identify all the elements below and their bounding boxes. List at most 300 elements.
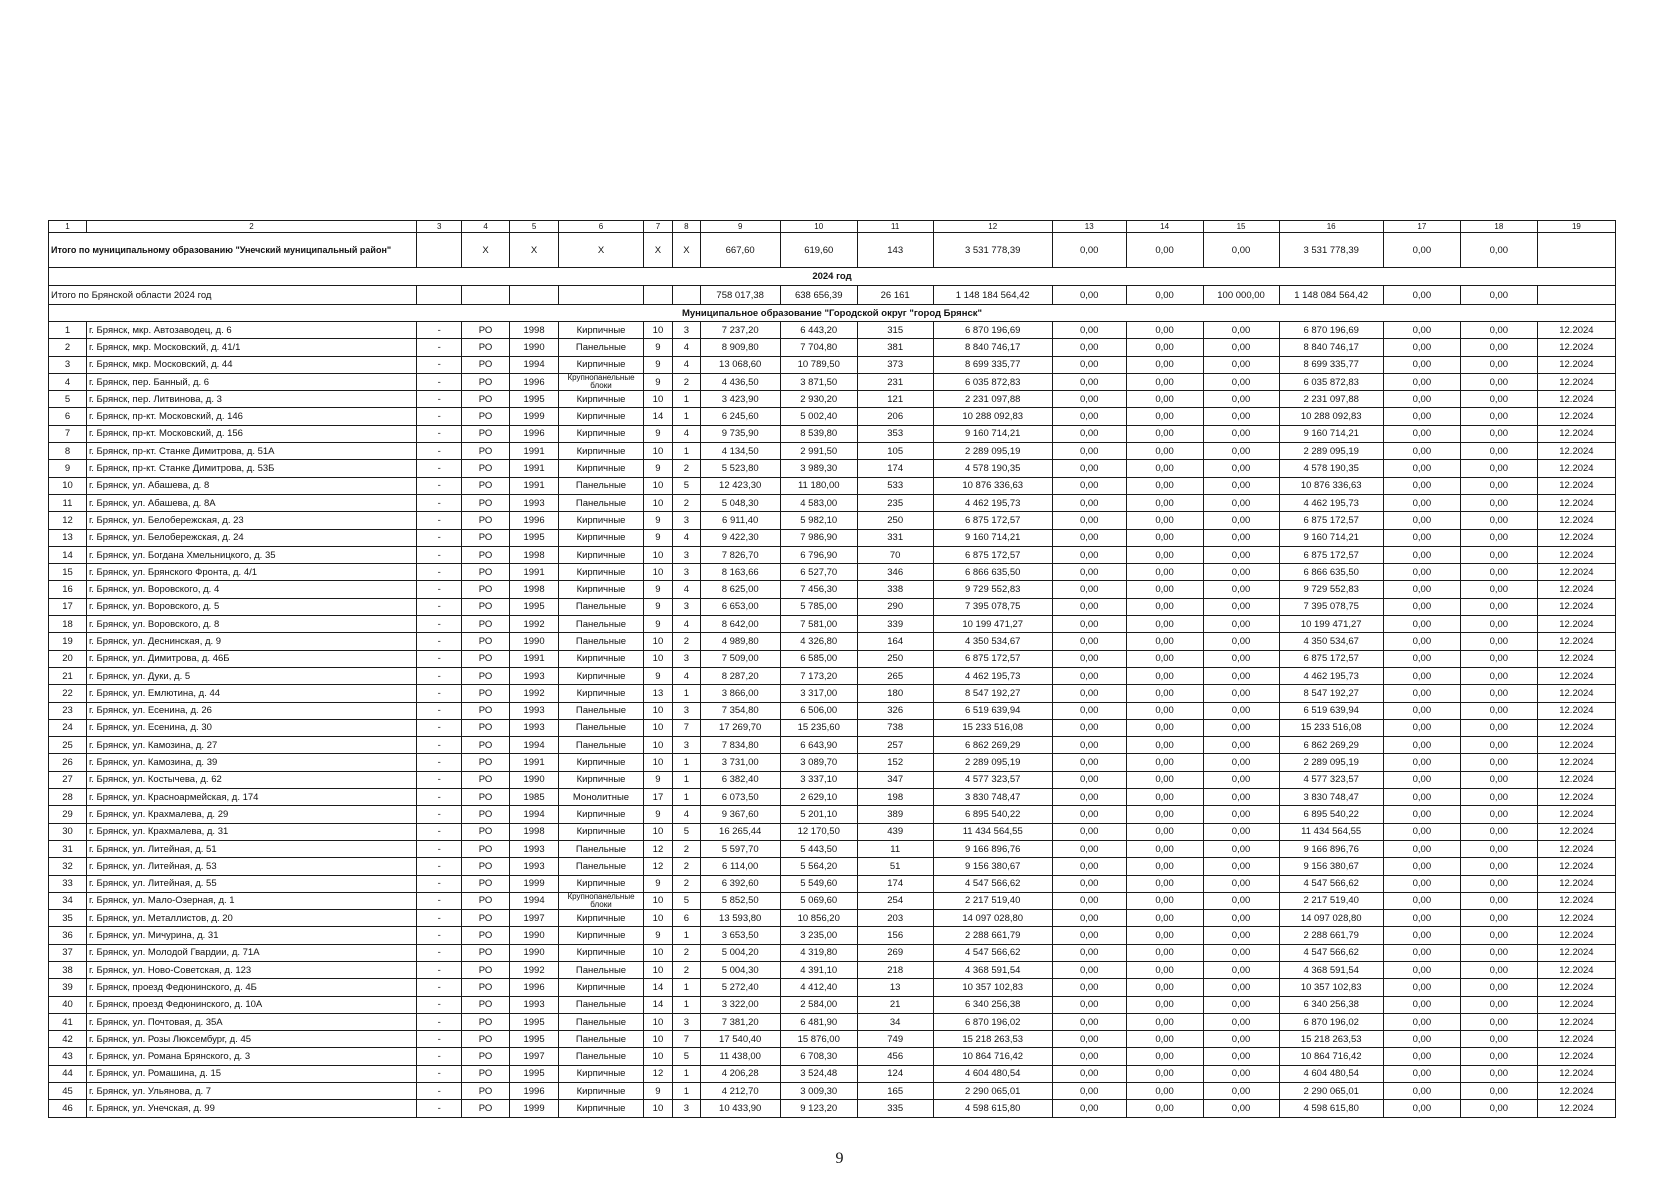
cost-col-13-cell: 0,00 <box>1052 425 1126 442</box>
cost-col-18-cell: 0,00 <box>1460 996 1537 1013</box>
entrances-cell: 4 <box>673 667 700 684</box>
entrances-cell: 2 <box>673 961 700 978</box>
cost-col-16-cell: 2 288 661,79 <box>1279 927 1383 944</box>
total-area-cell: 7 826,70 <box>700 546 780 563</box>
residents-cell: 339 <box>857 616 933 633</box>
floors-cell: 9 <box>643 356 673 373</box>
total-cost-cell: 2 289 095,19 <box>933 443 1052 460</box>
year-row <box>49 268 1616 286</box>
cost-col-13-cell: 0,00 <box>1052 823 1126 840</box>
cost-col-17-cell: 0,00 <box>1383 1031 1460 1048</box>
address-cell: г. Брянск, пр-кт. Московский, д. 146 <box>86 408 416 425</box>
cost-col-15-cell: 0,00 <box>1203 425 1279 442</box>
cost-col-15-cell: 0,00 <box>1203 564 1279 581</box>
cost-col-14-cell: 0,00 <box>1126 339 1203 356</box>
total-cost-cell: 9 729 552,83 <box>933 581 1052 598</box>
total-cost-cell: 8 547 192,27 <box>933 685 1052 702</box>
cost-col-18-cell: 0,00 <box>1460 546 1537 563</box>
row-number-cell: 16 <box>49 581 87 598</box>
year-built-cell: 1997 <box>509 1048 559 1065</box>
col-3-cell: - <box>417 944 462 961</box>
residents-cell: 738 <box>857 719 933 736</box>
address-cell: г. Брянск, ул. Литейная, д. 55 <box>86 875 416 892</box>
col-3-cell: - <box>417 598 462 615</box>
wall-material-cell: Панельные <box>559 633 643 650</box>
total-area-cell: 7 237,20 <box>700 322 780 339</box>
row-number-cell: 33 <box>49 875 87 892</box>
cost-col-17-cell: 0,00 <box>1383 771 1460 788</box>
cost-col-14-cell: 0,00 <box>1126 979 1203 996</box>
district-total-value: 0,00 <box>1203 233 1279 268</box>
cost-col-16-cell: 3 830 748,47 <box>1279 789 1383 806</box>
column-number: 9 <box>700 221 780 233</box>
col-3-cell: - <box>417 702 462 719</box>
floors-cell: 14 <box>643 979 673 996</box>
living-area-cell: 7 456,30 <box>780 581 857 598</box>
year-built-cell: 1992 <box>509 616 559 633</box>
total-cost-cell: 10 876 336,63 <box>933 477 1052 494</box>
floors-cell: 10 <box>643 1100 673 1117</box>
cost-col-15-cell: 0,00 <box>1203 892 1279 909</box>
completion-date-cell: 12.2024 <box>1537 616 1615 633</box>
residents-cell: 347 <box>857 771 933 788</box>
entrances-cell: 2 <box>673 373 700 390</box>
cost-col-14-cell: 0,00 <box>1126 927 1203 944</box>
total-area-cell: 6 392,60 <box>700 875 780 892</box>
district-total-value: X <box>643 233 673 268</box>
total-cost-cell: 9 160 714,21 <box>933 425 1052 442</box>
table-row <box>49 754 1616 771</box>
total-cost-cell: 6 870 196,69 <box>933 322 1052 339</box>
table-row <box>49 1065 1616 1082</box>
entrances-cell: 3 <box>673 598 700 615</box>
total-cost-cell: 7 395 078,75 <box>933 598 1052 615</box>
residents-cell: 231 <box>857 373 933 390</box>
cost-col-16-cell: 4 462 195,73 <box>1279 494 1383 511</box>
column-number: 3 <box>417 221 462 233</box>
col-3-cell: - <box>417 806 462 823</box>
entrances-cell: 5 <box>673 892 700 909</box>
wall-material-cell: Панельные <box>559 719 643 736</box>
ownership-cell: РО <box>462 961 509 978</box>
completion-date-cell: 12.2024 <box>1537 1100 1615 1117</box>
year-built-cell: 1997 <box>509 910 559 927</box>
floors-cell: 10 <box>643 1048 673 1065</box>
living-area-cell: 2 930,20 <box>780 391 857 408</box>
cost-col-18-cell: 0,00 <box>1460 477 1537 494</box>
completion-date-cell: 12.2024 <box>1537 944 1615 961</box>
ownership-cell: РО <box>462 1031 509 1048</box>
entrances-cell: 3 <box>673 1100 700 1117</box>
total-cost-cell: 6 862 269,29 <box>933 737 1052 754</box>
total-area-cell: 13 593,80 <box>700 910 780 927</box>
table-row <box>49 996 1616 1013</box>
row-number-cell: 42 <box>49 1031 87 1048</box>
cost-col-13-cell: 0,00 <box>1052 961 1126 978</box>
region-total-label: Итого по Брянской области 2024 год <box>49 286 417 305</box>
year-built-cell: 1994 <box>509 806 559 823</box>
address-cell: г. Брянск, пр-кт. Станке Димитрова, д. 51А <box>86 443 416 460</box>
ownership-cell: РО <box>462 477 509 494</box>
entrances-cell: 1 <box>673 443 700 460</box>
table-row <box>49 616 1616 633</box>
cost-col-18-cell: 0,00 <box>1460 702 1537 719</box>
year-built-cell: 1996 <box>509 1083 559 1100</box>
table-row <box>49 650 1616 667</box>
col-3-cell: - <box>417 667 462 684</box>
column-number: 16 <box>1279 221 1383 233</box>
cost-col-13-cell: 0,00 <box>1052 339 1126 356</box>
region-total-value: 1 148 184 564,42 <box>933 286 1052 305</box>
table-row <box>49 875 1616 892</box>
ownership-cell: РО <box>462 1083 509 1100</box>
total-area-cell: 3 731,00 <box>700 754 780 771</box>
entrances-cell: 4 <box>673 806 700 823</box>
capital-repair-table <box>48 220 1616 1118</box>
year-built-cell: 1992 <box>509 685 559 702</box>
cost-col-18-cell: 0,00 <box>1460 564 1537 581</box>
total-area-cell: 4 436,50 <box>700 373 780 390</box>
year-built-cell: 1995 <box>509 1013 559 1030</box>
cost-col-18-cell: 0,00 <box>1460 875 1537 892</box>
address-cell: г. Брянск, проезд Федюнинского, д. 10А <box>86 996 416 1013</box>
cost-col-14-cell: 0,00 <box>1126 494 1203 511</box>
cost-col-17-cell: 0,00 <box>1383 789 1460 806</box>
cost-col-17-cell: 0,00 <box>1383 477 1460 494</box>
completion-date-cell: 12.2024 <box>1537 737 1615 754</box>
district-total-value: 667,60 <box>700 233 780 268</box>
address-cell: г. Брянск, ул. Розы Люксембург, д. 45 <box>86 1031 416 1048</box>
cost-col-18-cell: 0,00 <box>1460 754 1537 771</box>
row-number-cell: 8 <box>49 443 87 460</box>
cost-col-18-cell: 0,00 <box>1460 771 1537 788</box>
living-area-cell: 5 982,10 <box>780 512 857 529</box>
row-number-cell: 45 <box>49 1083 87 1100</box>
municipality-label: Муниципальное образование "Городской округ "город Брянск" <box>49 305 1616 322</box>
wall-material-cell: Кирпичные <box>559 823 643 840</box>
address-cell: г. Брянск, ул. Мичурина, д. 31 <box>86 927 416 944</box>
year-built-cell: 1998 <box>509 823 559 840</box>
col-3-cell: - <box>417 1048 462 1065</box>
cost-col-18-cell: 0,00 <box>1460 408 1537 425</box>
cost-col-15-cell: 0,00 <box>1203 719 1279 736</box>
cost-col-14-cell: 0,00 <box>1126 1031 1203 1048</box>
total-area-cell: 17 540,40 <box>700 1031 780 1048</box>
cost-col-13-cell: 0,00 <box>1052 996 1126 1013</box>
address-cell: г. Брянск, ул. Воровского, д. 4 <box>86 581 416 598</box>
address-cell: г. Брянск, ул. Воровского, д. 5 <box>86 598 416 615</box>
wall-material-cell: Кирпичные <box>559 322 643 339</box>
total-cost-cell: 6 875 172,57 <box>933 546 1052 563</box>
completion-date-cell: 12.2024 <box>1537 633 1615 650</box>
row-number-cell: 3 <box>49 356 87 373</box>
cost-col-15-cell: 0,00 <box>1203 443 1279 460</box>
cost-col-13-cell: 0,00 <box>1052 754 1126 771</box>
wall-material-cell: Кирпичные <box>559 944 643 961</box>
ownership-cell: РО <box>462 910 509 927</box>
total-cost-cell: 11 434 564,55 <box>933 823 1052 840</box>
completion-date-cell: 12.2024 <box>1537 927 1615 944</box>
entrances-cell: 4 <box>673 356 700 373</box>
floors-cell: 9 <box>643 529 673 546</box>
entrances-cell: 3 <box>673 564 700 581</box>
total-area-cell: 10 433,90 <box>700 1100 780 1117</box>
cost-col-13-cell: 0,00 <box>1052 408 1126 425</box>
region-total-value: 0,00 <box>1126 286 1203 305</box>
wall-material-cell: Кирпичные <box>559 927 643 944</box>
completion-date-cell: 12.2024 <box>1537 1013 1615 1030</box>
completion-date-cell: 12.2024 <box>1537 339 1615 356</box>
year-built-cell: 1991 <box>509 564 559 581</box>
cost-col-13-cell: 0,00 <box>1052 1100 1126 1117</box>
col-3-cell: - <box>417 754 462 771</box>
total-area-cell: 8 909,80 <box>700 339 780 356</box>
address-cell: г. Брянск, ул. Мало-Озерная, д. 1 <box>86 892 416 909</box>
year-built-cell: 1998 <box>509 581 559 598</box>
row-number-cell: 20 <box>49 650 87 667</box>
wall-material-cell: Монолитные <box>559 789 643 806</box>
cost-col-17-cell: 0,00 <box>1383 996 1460 1013</box>
year-built-cell: 1990 <box>509 944 559 961</box>
total-area-cell: 7 834,80 <box>700 737 780 754</box>
cost-col-13-cell: 0,00 <box>1052 373 1126 390</box>
total-cost-cell: 6 895 540,22 <box>933 806 1052 823</box>
cost-col-14-cell: 0,00 <box>1126 356 1203 373</box>
cost-col-18-cell: 0,00 <box>1460 927 1537 944</box>
cost-col-17-cell: 0,00 <box>1383 598 1460 615</box>
year-built-cell: 1990 <box>509 771 559 788</box>
floors-cell: 9 <box>643 598 673 615</box>
cost-col-15-cell: 0,00 <box>1203 927 1279 944</box>
cost-col-17-cell: 0,00 <box>1383 1083 1460 1100</box>
cost-col-16-cell: 10 288 092,83 <box>1279 408 1383 425</box>
ownership-cell: РО <box>462 771 509 788</box>
entrances-cell: 5 <box>673 1048 700 1065</box>
cost-col-16-cell: 2 217 519,40 <box>1279 892 1383 909</box>
total-area-cell: 9 422,30 <box>700 529 780 546</box>
wall-material-cell: Кирпичные <box>559 771 643 788</box>
entrances-cell: 1 <box>673 771 700 788</box>
cost-col-17-cell: 0,00 <box>1383 425 1460 442</box>
total-cost-cell: 9 160 714,21 <box>933 529 1052 546</box>
wall-material-cell: Кирпичные <box>559 512 643 529</box>
table-row <box>49 443 1616 460</box>
wall-material-cell: Панельные <box>559 598 643 615</box>
entrances-cell: 4 <box>673 616 700 633</box>
ownership-cell: РО <box>462 789 509 806</box>
cost-col-17-cell: 0,00 <box>1383 875 1460 892</box>
cost-col-13-cell: 0,00 <box>1052 771 1126 788</box>
address-cell: г. Брянск, ул. Молодой Гвардии, д. 71А <box>86 944 416 961</box>
cost-col-16-cell: 4 577 323,57 <box>1279 771 1383 788</box>
floors-cell: 10 <box>643 961 673 978</box>
cost-col-17-cell: 0,00 <box>1383 944 1460 961</box>
entrances-cell: 3 <box>673 1013 700 1030</box>
living-area-cell: 15 876,00 <box>780 1031 857 1048</box>
row-number-cell: 13 <box>49 529 87 546</box>
completion-date-cell: 12.2024 <box>1537 979 1615 996</box>
ownership-cell: РО <box>462 339 509 356</box>
cost-col-14-cell: 0,00 <box>1126 408 1203 425</box>
column-number: 14 <box>1126 221 1203 233</box>
cost-col-18-cell: 0,00 <box>1460 494 1537 511</box>
completion-date-cell: 12.2024 <box>1537 443 1615 460</box>
year-built-cell: 1995 <box>509 391 559 408</box>
wall-material-cell: Панельные <box>559 494 643 511</box>
address-cell: г. Брянск, ул. Литейная, д. 51 <box>86 840 416 857</box>
completion-date-cell: 12.2024 <box>1537 408 1615 425</box>
residents-cell: 439 <box>857 823 933 840</box>
cost-col-15-cell: 0,00 <box>1203 961 1279 978</box>
cost-col-14-cell: 0,00 <box>1126 1065 1203 1082</box>
total-area-cell: 5 048,30 <box>700 494 780 511</box>
cost-col-16-cell: 14 097 028,80 <box>1279 910 1383 927</box>
cost-col-16-cell: 8 699 335,77 <box>1279 356 1383 373</box>
cost-col-13-cell: 0,00 <box>1052 1048 1126 1065</box>
total-area-cell: 17 269,70 <box>700 719 780 736</box>
row-number-cell: 25 <box>49 737 87 754</box>
entrances-cell: 4 <box>673 581 700 598</box>
cost-col-17-cell: 0,00 <box>1383 685 1460 702</box>
total-area-cell: 5 852,50 <box>700 892 780 909</box>
cost-col-13-cell: 0,00 <box>1052 910 1126 927</box>
address-cell: г. Брянск, ул. Ново-Советская, д. 123 <box>86 961 416 978</box>
total-cost-cell: 4 547 566,62 <box>933 944 1052 961</box>
address-cell: г. Брянск, пр-кт. Станке Димитрова, д. 53Б <box>86 460 416 477</box>
wall-material-cell: Панельные <box>559 702 643 719</box>
total-cost-cell: 4 547 566,62 <box>933 875 1052 892</box>
region-total-row <box>49 286 1616 305</box>
cost-col-14-cell: 0,00 <box>1126 702 1203 719</box>
residents-cell: 218 <box>857 961 933 978</box>
living-area-cell: 2 991,50 <box>780 443 857 460</box>
floors-cell: 10 <box>643 910 673 927</box>
address-cell: г. Брянск, проезд Федюнинского, д. 4Б <box>86 979 416 996</box>
district-total-value: X <box>559 233 643 268</box>
year-built-cell: 1995 <box>509 529 559 546</box>
region-total-value <box>509 286 559 305</box>
col-3-cell: - <box>417 581 462 598</box>
cost-col-14-cell: 0,00 <box>1126 529 1203 546</box>
cost-col-14-cell: 0,00 <box>1126 789 1203 806</box>
floors-cell: 9 <box>643 927 673 944</box>
wall-material-cell: Кирпичные <box>559 408 643 425</box>
wall-material-cell: Кирпичные <box>559 443 643 460</box>
col-3-cell: - <box>417 494 462 511</box>
col-3-cell: - <box>417 719 462 736</box>
table-row <box>49 1013 1616 1030</box>
wall-material-cell: Кирпичные <box>559 650 643 667</box>
address-cell: г. Брянск, ул. Ульянова, д. 7 <box>86 1083 416 1100</box>
cost-col-18-cell: 0,00 <box>1460 1031 1537 1048</box>
cost-col-18-cell: 0,00 <box>1460 650 1537 667</box>
cost-col-15-cell: 0,00 <box>1203 477 1279 494</box>
floors-cell: 13 <box>643 685 673 702</box>
entrances-cell: 1 <box>673 1083 700 1100</box>
completion-date-cell: 12.2024 <box>1537 460 1615 477</box>
living-area-cell: 9 123,20 <box>780 1100 857 1117</box>
floors-cell: 10 <box>643 477 673 494</box>
region-total-value <box>462 286 509 305</box>
wall-material-cell: Кирпичные <box>559 1065 643 1082</box>
cost-col-15-cell: 0,00 <box>1203 633 1279 650</box>
floors-cell: 9 <box>643 581 673 598</box>
cost-col-13-cell: 0,00 <box>1052 789 1126 806</box>
year-built-cell: 1994 <box>509 737 559 754</box>
table-row <box>49 1100 1616 1117</box>
municipality-row <box>49 305 1616 322</box>
cost-col-15-cell: 0,00 <box>1203 581 1279 598</box>
wall-material-cell: Крупнопанельные блоки <box>559 892 643 909</box>
floors-cell: 10 <box>643 944 673 961</box>
living-area-cell: 6 481,90 <box>780 1013 857 1030</box>
district-total-value: X <box>509 233 559 268</box>
cost-col-17-cell: 0,00 <box>1383 858 1460 875</box>
completion-date-cell: 12.2024 <box>1537 806 1615 823</box>
district-total-value: 0,00 <box>1460 233 1537 268</box>
cost-col-15-cell: 0,00 <box>1203 840 1279 857</box>
completion-date-cell: 12.2024 <box>1537 650 1615 667</box>
cost-col-13-cell: 0,00 <box>1052 391 1126 408</box>
wall-material-cell: Панельные <box>559 1013 643 1030</box>
floors-cell: 12 <box>643 858 673 875</box>
year-built-cell: 1998 <box>509 322 559 339</box>
total-area-cell: 5 597,70 <box>700 840 780 857</box>
address-cell: г. Брянск, ул. Дуки, д. 5 <box>86 667 416 684</box>
year-built-cell: 1993 <box>509 996 559 1013</box>
year-built-cell: 1995 <box>509 1031 559 1048</box>
col-3-cell: - <box>417 616 462 633</box>
total-cost-cell: 15 233 516,08 <box>933 719 1052 736</box>
residents-cell: 326 <box>857 702 933 719</box>
living-area-cell: 4 391,10 <box>780 961 857 978</box>
cost-col-17-cell: 0,00 <box>1383 373 1460 390</box>
ownership-cell: РО <box>462 685 509 702</box>
cost-col-17-cell: 0,00 <box>1383 460 1460 477</box>
col-3-cell: - <box>417 408 462 425</box>
cost-col-16-cell: 15 233 516,08 <box>1279 719 1383 736</box>
cost-col-17-cell: 0,00 <box>1383 322 1460 339</box>
total-cost-cell: 6 519 639,94 <box>933 702 1052 719</box>
living-area-cell: 4 412,40 <box>780 979 857 996</box>
cost-col-18-cell: 0,00 <box>1460 529 1537 546</box>
cost-col-15-cell: 0,00 <box>1203 806 1279 823</box>
entrances-cell: 5 <box>673 823 700 840</box>
floors-cell: 9 <box>643 667 673 684</box>
cost-col-13-cell: 0,00 <box>1052 581 1126 598</box>
wall-material-cell: Панельные <box>559 858 643 875</box>
district-total-value: X <box>673 233 700 268</box>
cost-col-14-cell: 0,00 <box>1126 425 1203 442</box>
cost-col-17-cell: 0,00 <box>1383 892 1460 909</box>
col-3-cell: - <box>417 391 462 408</box>
cost-col-18-cell: 0,00 <box>1460 1065 1537 1082</box>
cost-col-17-cell: 0,00 <box>1383 979 1460 996</box>
residents-cell: 198 <box>857 789 933 806</box>
year-built-cell: 1995 <box>509 598 559 615</box>
total-area-cell: 4 212,70 <box>700 1083 780 1100</box>
cost-col-17-cell: 0,00 <box>1383 494 1460 511</box>
total-area-cell: 3 653,50 <box>700 927 780 944</box>
wall-material-cell: Кирпичные <box>559 875 643 892</box>
cost-col-13-cell: 0,00 <box>1052 806 1126 823</box>
cost-col-15-cell: 0,00 <box>1203 1065 1279 1082</box>
address-cell: г. Брянск, мкр. Автозаводец, д. 6 <box>86 322 416 339</box>
residents-cell: 203 <box>857 910 933 927</box>
ownership-cell: РО <box>462 373 509 390</box>
residents-cell: 335 <box>857 1100 933 1117</box>
table-row <box>49 737 1616 754</box>
